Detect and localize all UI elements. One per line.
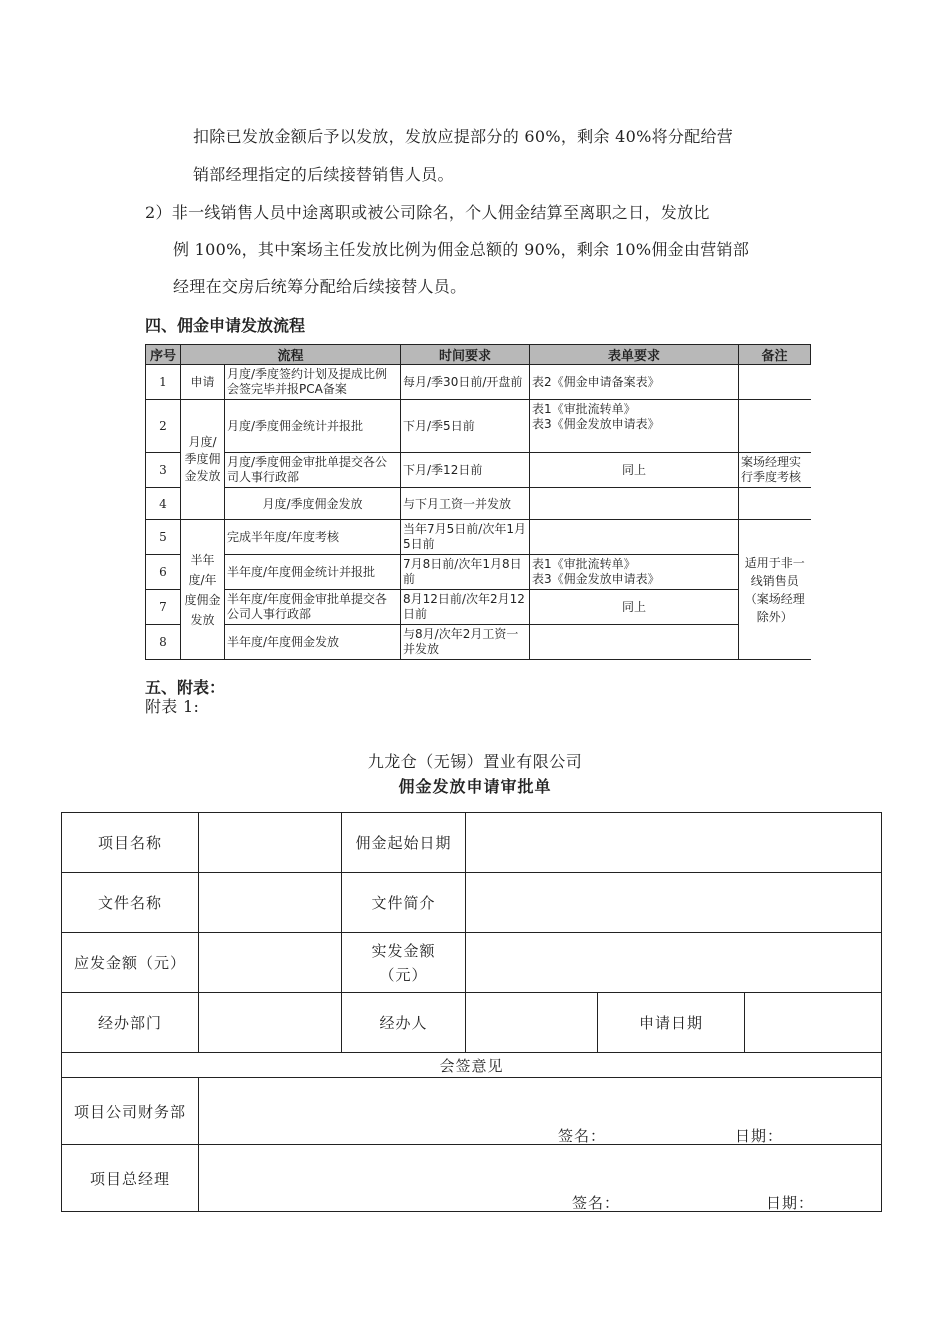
table-row [146,520,811,555]
apply-date-label: 申请日期 [598,993,745,1053]
gm-sign-label: 签名： [572,1194,621,1212]
gm-date-label: 日期： [766,1194,815,1212]
process-table [145,344,811,660]
table-row [146,625,811,660]
attachment-label: 附表 1: [145,697,200,716]
form-title: 佣金发放申请审批单 [398,777,552,796]
row-note: 案场经理实行季度考核 [739,453,811,488]
table-row [146,590,811,625]
start-date-field[interactable] [466,813,882,873]
header-step: 流程 [181,345,401,365]
row-no: 8 [146,625,181,660]
paragraph-line: 2）非一线销售人员中途离职或被公司除名，个人佣金结算至离职之日，发放比 [145,203,710,222]
row-step: 月度/季度佣金审批单提交各公司人事行政部 [225,453,401,488]
row-no: 3 [146,453,181,488]
gm-label: 项目总经理 [62,1145,199,1212]
file-name-field[interactable] [199,873,342,933]
row-no: 7 [146,590,181,625]
row-no: 1 [146,365,181,400]
project-name-field[interactable] [199,813,342,873]
finance-date-label: 日期： [735,1127,784,1145]
table-row [146,555,811,590]
row-time: 每月/季30日前/开盘前 [401,365,530,400]
project-name-label: 项目名称 [62,813,199,873]
row-step: 完成半年度/年度考核 [225,520,401,555]
payable-field[interactable] [199,933,342,993]
row-note [739,400,811,453]
row-time: 下月/季12日前 [401,453,530,488]
row-time: 与8月/次年2月工资一并发放 [401,625,530,660]
row-time: 下月/季5日前 [401,400,530,453]
row-form [530,625,739,660]
row-note [739,365,811,400]
table-row [146,365,811,400]
handler-label: 经办人 [342,993,466,1053]
handler-field[interactable] [466,993,598,1053]
actual-label-line2: （元） [379,965,428,984]
file-summary-field[interactable] [466,873,882,933]
process-table-header [146,345,811,365]
half-note: 适用于非一线销售员（案场经理除外） [739,520,811,660]
section-5-heading: 五、附表： [145,678,226,697]
dept-label: 经办部门 [62,993,199,1053]
row-form: 同上 [530,590,739,625]
row-no: 4 [146,488,181,520]
row-note [739,488,811,520]
company-name: 九龙仓（无锡）置业有限公司 [367,752,583,771]
header-time: 时间要求 [401,345,530,365]
finance-sign-label: 签名： [558,1127,607,1145]
countersign-label: 会签意见 [62,1053,882,1078]
table-row [146,400,811,453]
row-step: 月度/季度签约计划及提成比例会签完毕并报PCA备案 [225,365,401,400]
table-row [146,453,811,488]
table-row [146,488,811,520]
row-step: 半年度/年度佣金统计并报批 [225,555,401,590]
actual-label-line1: 实发金额 [371,941,436,960]
finance-label: 项目公司财务部 [62,1078,199,1145]
section-4-heading: 四、佣金申请发放流程 [145,316,306,335]
dept-field[interactable] [199,993,342,1053]
row-step: 半年度/年度佣金发放 [225,625,401,660]
row-time: 7月8日前/次年1月8日前 [401,555,530,590]
row-time: 当年7月5日前/次年1月5日前 [401,520,530,555]
row-form [530,488,739,520]
actual-field[interactable] [466,933,882,993]
paragraph-line: 销部经理指定的后续接替销售人员。 [193,165,454,184]
row-time: 与下月工资一并发放 [401,488,530,520]
group-half: 半年度/年度佣金发放 [181,520,225,660]
start-date-label: 佣金起始日期 [342,813,466,873]
row-step: 月度/季度佣金发放 [225,488,401,520]
row-no: 2 [146,400,181,453]
row-step: 月度/季度佣金统计并报批 [225,400,401,453]
row-time: 8月12日前/次年2月12日前 [401,590,530,625]
apply-date-field[interactable] [745,993,882,1053]
paragraph-line: 扣除已发放金额后予以发放，发放应提部分的 60%，剩余 40%将分配给营 [193,127,734,146]
row-form [530,520,739,555]
paragraph-line: 例 100%，其中案场主任发放比例为佣金总额的 90%，剩余 10%佣金由营销部 [173,240,750,259]
group-monthly: 月度/季度佣金发放 [181,400,225,520]
header-note: 备注 [739,345,811,365]
row-no: 5 [146,520,181,555]
row-form: 表1《审批流转单》 表3《佣金发放申请表》 [530,400,739,453]
actual-label [342,933,466,993]
header-no: 序号 [146,345,181,365]
payable-label: 应发金额（元） [62,933,199,993]
row-step: 半年度/年度佣金审批单提交各公司人事行政部 [225,590,401,625]
header-form: 表单要求 [530,345,739,365]
paragraph-line: 经理在交房后统筹分配给后续接替人员。 [173,277,467,296]
row-form: 同上 [530,453,739,488]
group-apply: 申请 [181,365,225,400]
row-form: 表2《佣金申请备案表》 [530,365,739,400]
file-name-label: 文件名称 [62,873,199,933]
file-summary-label: 文件简介 [342,873,466,933]
approval-form [61,812,882,1212]
row-no: 6 [146,555,181,590]
row-form: 表1《审批流转单》 表3《佣金发放申请表》 [530,555,739,590]
